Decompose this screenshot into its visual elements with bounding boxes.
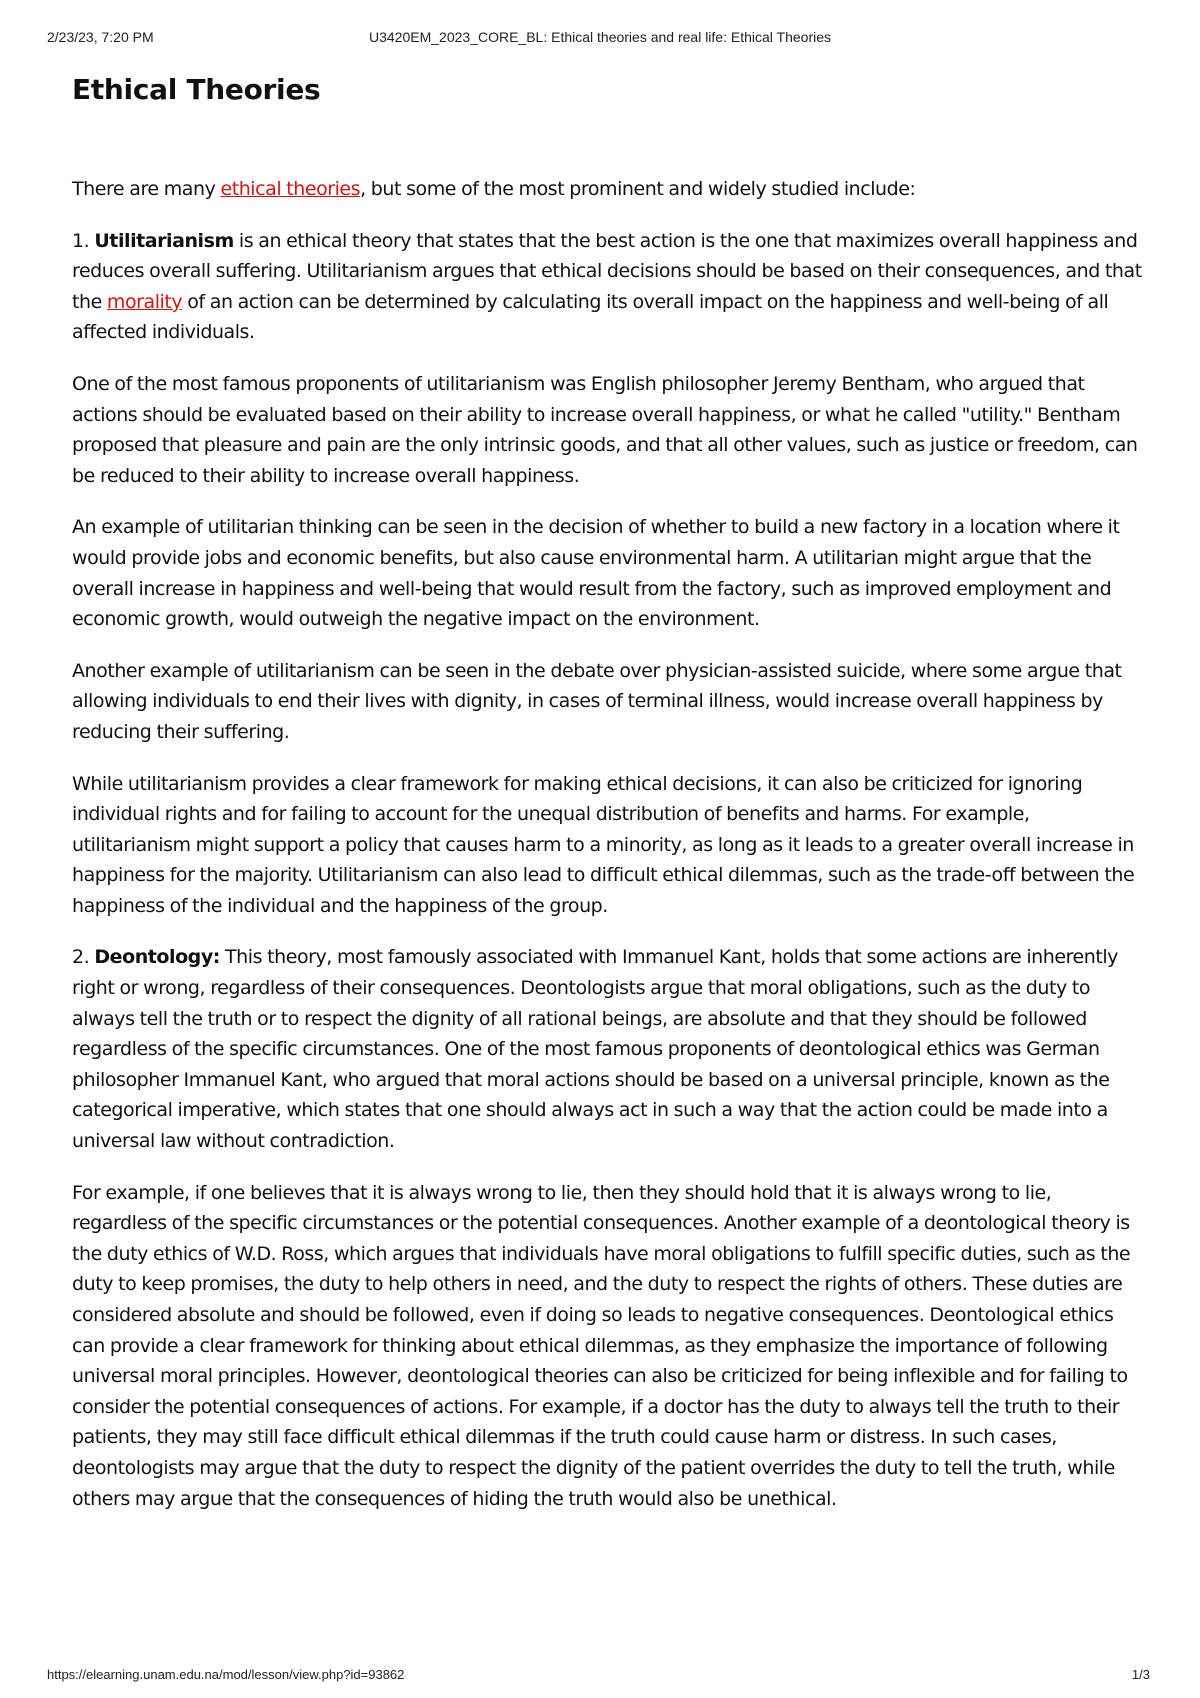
lesson-content — [72, 66, 1142, 1535]
deontology-text: This theory, most famously associated with Immanuel Kant, holds that some actions are inherently right or wrong, regardless of their consequences. Deontologists argue that moral obligations, such as the duty to always tell the truth or to respect the dignity of all rational beings, are absolute and that they should be followed regardless of the specific circumstances. One of the most famous proponents of deontological ethics was German philosopher Immanuel Kant, who argued that moral actions should be based on a universal principle, known as the categorical imperative, which states that one should always act in such a way that the action could be made into a universal law without contradiction. — [72, 946, 1118, 1153]
print-datetime: 2/23/23, 7:20 PM — [47, 29, 154, 45]
deontology-paragraph-1 — [72, 942, 1142, 1156]
utilitarianism-paragraph-3: An example of utilitarian thinking can be seen in the decision of whether to build a new factory in a location where it would provide jobs and economic benefits, but also cause environmental harm. A utilitarian might argue that the overall increase in happiness and well-being that would result from the factory, such as improved employment and economic growth, would outweigh the negative impact on the environment. — [72, 516, 1120, 631]
utilitarianism-text-before: is an ethical theory that states that the best action is the one that maximizes overall happiness and reduces overall suffering. Utilitarianism argues that ethical decisions should be based on their consequences, and that the — [72, 229, 1142, 313]
deontology-term: Deontology: — [94, 946, 220, 969]
morality-link[interactable]: morality — [106, 290, 183, 313]
utilitarianism-paragraph-5: While utilitarianism provides a clear framework for making ethical decisions, it can also be criticized for ignoring individual rights and for failing to account for the unequal distribution of benefits and harms. For example, utilitarianism might support a policy that causes harm to a minority, as long as it leads to a greater overall increase in happiness for the majority. Utilitarianism can also lead to difficult ethical dilemmas, such as the trade-off between the happiness of the individual and the happiness of the group. — [72, 772, 1135, 917]
utilitarianism-term: Utilitarianism — [94, 229, 234, 252]
utilitarianism-paragraph-1 — [72, 226, 1142, 348]
deontology-number: 2. — [72, 946, 95, 969]
intro-text-before: There are many — [72, 178, 221, 200]
utilitarianism-number: 1. — [72, 229, 95, 252]
utilitarianism-paragraph-2: One of the most famous proponents of utilitarianism was English philosopher Jeremy Bentham, who argued that actions should be evaluated based on their ability to increase overall happiness, or what he called "utility." Bentham proposed that pleasure and pain are the only intrinsic goods, and that all other values, such as justice or freedom, can be reduced to their ability to increase overall happiness. — [72, 372, 1138, 487]
intro-text-after: , but some of the most prominent and widely studied include: — [360, 178, 916, 200]
page-title: Ethical Theories — [72, 73, 321, 106]
print-url: https://elearning.unam.edu.na/mod/lesson/view.php?id=93862 — [47, 1667, 405, 1682]
intro-paragraph — [72, 174, 1142, 205]
deontology-paragraph-2: For example, if one believes that it is always wrong to lie, then they should hold that it is always wrong to lie, regardless of the specific circumstances or the potential consequences. Another example of a deontological theory is the duty ethics of W.D. Ross, which argues that individuals have moral obligations to fulfill specific duties, such as the duty to keep promises, the duty to help others in need, and the duty to respect the rights of others. These duties are considered absolute and should be followed, even if doing so leads to negative consequences. Deontological ethics can provide a clear framework for thinking about ethical dilemmas, as they emphasize the importance of following universal moral principles. However, deontological theories can also be criticized for being inflexible and for failing to consider the potential consequences of actions. For example, if a doctor has the duty to always tell the truth to their patients, they may still face difficult ethical dilemmas if the truth could cause harm or distress. In such cases, deontologists may argue that the duty to respect the dignity of the patient overrides the duty to tell the truth, while others may argue that the consequences of hiding the truth would also be unethical. — [72, 1181, 1131, 1510]
ethical-theories-link[interactable]: ethical theories — [220, 178, 361, 200]
print-header — [0, 29, 1200, 49]
page-number: 1/3 — [1131, 1667, 1150, 1682]
utilitarianism-paragraph-4: Another example of utilitarianism can be seen in the debate over physician-assisted suicide, where some argue that allowing individuals to end their lives with dignity, in cases of terminal illness, would increase overall happiness by reducing their suffering. — [72, 659, 1122, 743]
print-document-title: U3420EM_2023_CORE_BL: Ethical theories and real life: Ethical Theories — [369, 29, 831, 45]
print-footer — [0, 1667, 1200, 1687]
utilitarianism-text-after: of an action can be determined by calculating its overall impact on the happiness and well-being of all affected individuals. — [72, 290, 1109, 344]
